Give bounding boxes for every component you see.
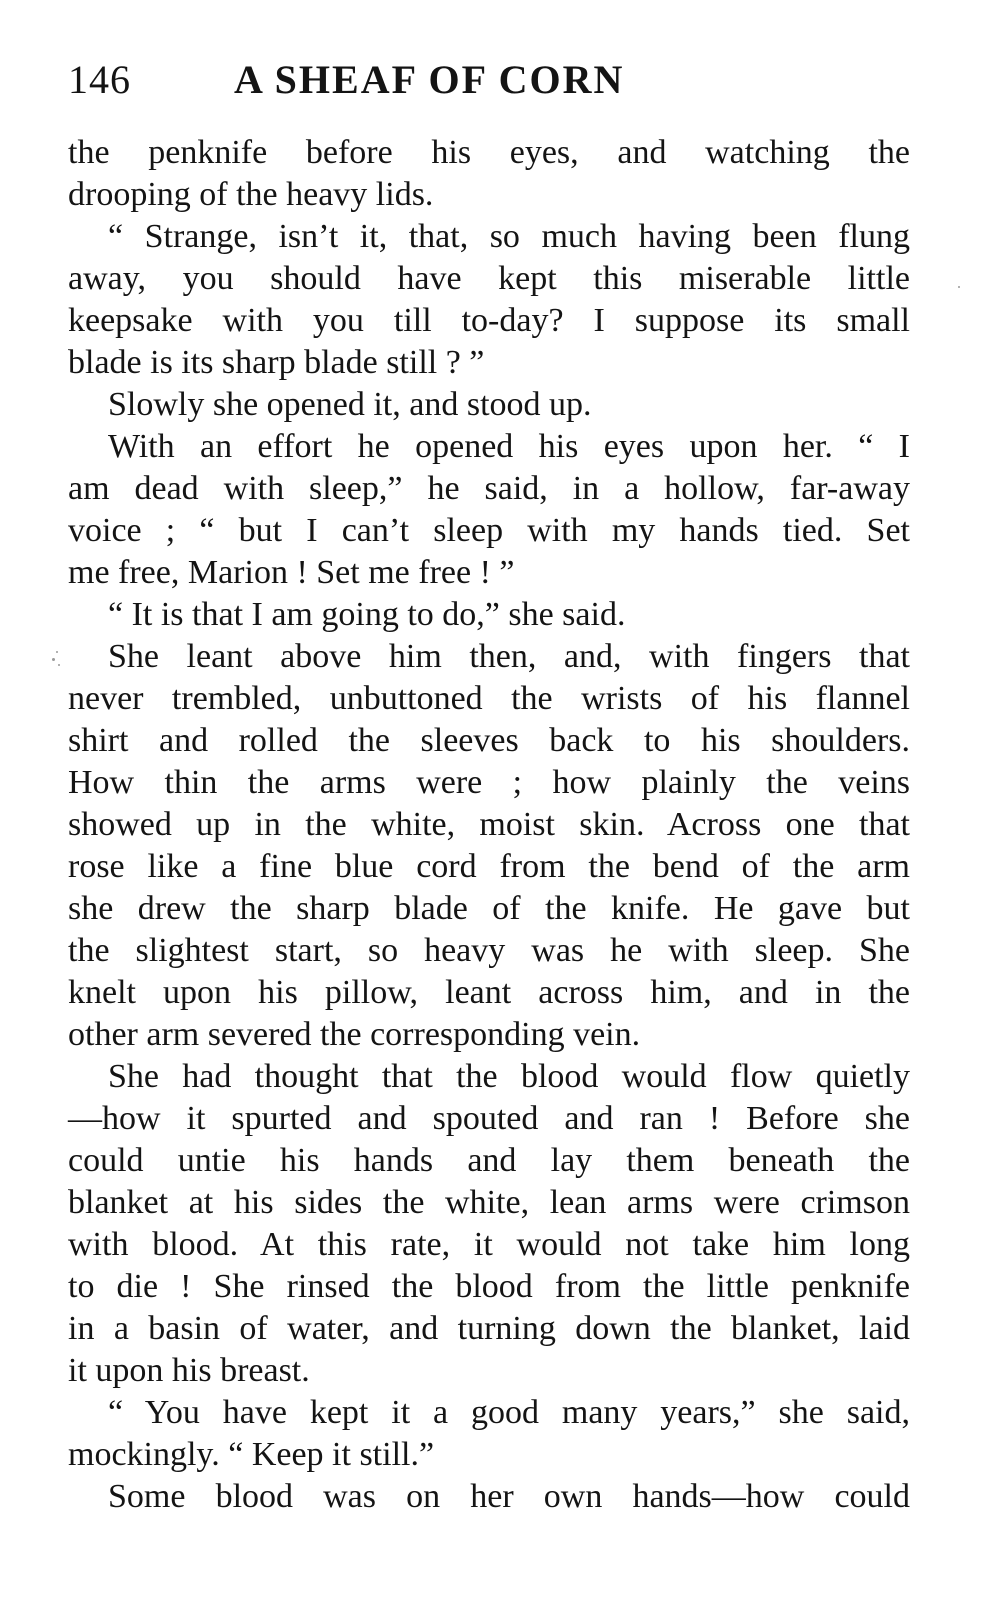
page-number: 146 <box>68 57 131 102</box>
text-line: “ You have kept it a good many years,” she said, <box>108 1394 910 1431</box>
print-speck <box>52 658 55 661</box>
text-line: am dead with sleep,” he said, in a hollow, far-away <box>68 470 910 507</box>
text-line: rose like a fine blue cord from the bend of the arm <box>68 848 910 885</box>
text-line: blade is its sharp blade still ? ” <box>68 344 485 381</box>
text-line: With an effort he opened his eyes upon her. “ I <box>108 428 910 465</box>
text-line: the slightest start, so heavy was he with sleep. She <box>68 932 910 969</box>
text-line: with blood. At this rate, it would not take him long <box>68 1226 910 1263</box>
text-line: She leant above him then, and, with fingers that <box>108 638 910 675</box>
text-line: mockingly. “ Keep it still.” <box>68 1436 435 1473</box>
text-line: in a basin of water, and turning down the blanket, laid <box>68 1310 910 1347</box>
print-speck <box>958 286 960 288</box>
text-line: drooping of the heavy lids. <box>68 176 434 213</box>
text-line: blanket at his sides the white, lean arms were crimson <box>68 1184 910 1221</box>
text-line: away, you should have kept this miserable little <box>68 260 910 297</box>
text-line: me free, Marion ! Set me free ! ” <box>68 554 515 591</box>
text-line: Some blood was on her own hands—how could <box>108 1478 910 1515</box>
text-line: could untie his hands and lay them beneath the <box>68 1142 910 1179</box>
text-line: to die ! She rinsed the blood from the little penknife <box>68 1268 910 1305</box>
text-line: How thin the arms were ; how plainly the veins <box>68 764 910 801</box>
text-line: she drew the sharp blade of the knife. He gave but <box>68 890 910 927</box>
text-line: showed up in the white, moist skin. Across one that <box>68 806 910 843</box>
text-line: never trembled, unbuttoned the wrists of his flannel <box>68 680 910 717</box>
print-speck <box>58 664 60 666</box>
text-line: “ It is that I am going to do,” she said. <box>108 596 626 633</box>
text-line: She had thought that the blood would flow quietly <box>108 1058 910 1095</box>
text-line: Slowly she opened it, and stood up. <box>108 386 592 423</box>
running-head <box>68 52 918 108</box>
text-line: shirt and rolled the sleeves back to his shoulders. <box>68 722 910 759</box>
text-line: keepsake with you till to-day? I suppose its small <box>68 302 910 339</box>
text-line: knelt upon his pillow, leant across him, and in the <box>68 974 910 1011</box>
text-line: “ Strange, isn’t it, that, so much having been flung <box>108 218 910 255</box>
text-line: the penknife before his eyes, and watching the <box>68 134 910 171</box>
text-line: voice ; “ but I can’t sleep with my hands tied. Set <box>68 512 910 549</box>
text-line: other arm severed the corresponding vein. <box>68 1016 641 1053</box>
text-line: it upon his breast. <box>68 1352 310 1389</box>
print-speck <box>56 651 58 653</box>
text-line: —how it spurted and spouted and ran ! Before she <box>68 1100 910 1137</box>
body-text <box>68 132 910 1518</box>
book-title: A SHEAF OF CORN <box>234 57 625 102</box>
